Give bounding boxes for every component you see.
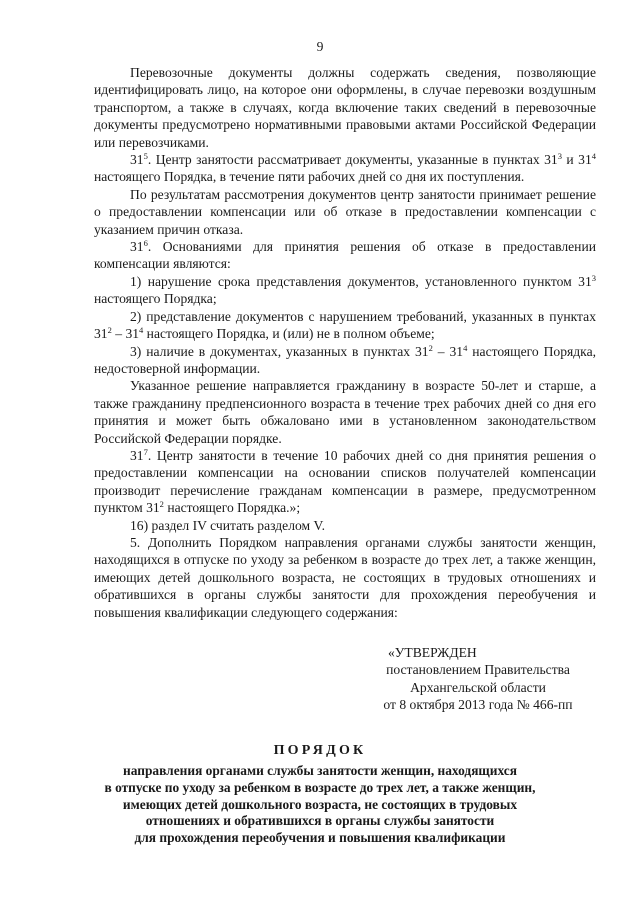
list-item-2: 2) представление документов с нарушением требований, указанных в пунктах $31^2 - 31^4$ настоящего Порядка, и (или) не в полном объеме; xyxy=(94,308,596,342)
approval-line: Архангельской области xyxy=(410,679,546,695)
paragraph-31-7: $31^7$. Центр занятости в течение 10 рабочих дней со дня принятия решения о предоставлении компенсации на основании списков получателей компенсации производит перечисление гражданам компенсации в размере, предусмотренном пунктом $31^2$ настоящего Порядка.»; xyxy=(94,446,596,516)
document-body xyxy=(94,64,596,621)
document-subtitle xyxy=(60,763,580,847)
list-item-3: 3) наличие в документах, указанных в пунктах $31^2 - 31^4$ настоящего Порядка, недостоверной информации. xyxy=(94,342,597,376)
subtitle-line: для прохождения переобучения и повышения квалификации xyxy=(134,830,506,846)
paragraph-16: 16) раздел IV считать разделом V. xyxy=(130,517,325,533)
approval-line: постановлением Правительства xyxy=(386,662,570,678)
subtitle-line: имеющих детей дошкольного возраста, не состоящих в трудовых xyxy=(122,796,518,812)
document-title: ПОРЯДОК xyxy=(273,743,367,758)
paragraph-31-5: $31^5$. Центр занятости рассматривает документы, указанные в пунктах $31^3$ и $31^4$ настоящего Порядка, в течение пяти рабочих дней со дня их поступления. xyxy=(94,151,596,185)
subtitle-line: отношениях и обратившихся в органы службы занятости xyxy=(145,813,495,829)
paragraph-decision-sent: Указанное решение направляется гражданину в возрасте 50-лет и старше, а также гражданину предпенсионного возраста в течение трех рабочих дней со дня его принятия и может быть обжаловано ими в установленном законодательством Российской Федерации порядке. xyxy=(94,378,596,446)
paragraph-decision: По результатам рассмотрения документов центр занятости принимает решение о предоставлении компенсации или об отказе в предоставлении компенсации с указанием причин отказа. xyxy=(94,186,596,237)
subtitle-line: в отпуске по уходу за ребенком в возрасте до трех лет, а также женщин, xyxy=(104,779,536,795)
subtitle-line: направления органами службы занятости женщин, находящихся xyxy=(123,763,517,778)
approval-date: от 8 октября 2013 года № 466-пп xyxy=(383,697,573,713)
paragraph-5: 5. Дополнить Порядком направления органами службы занятости женщин, находящихся в отпуске по уходу за ребенком в возрасте до трех лет, а также женщин, имеющих детей дошкольного возраста, не состоящих в трудовых отношениях и обратившихся в органы службы занятости для прохождения переобучения и повышения квалификации следующего содержания: xyxy=(94,534,596,620)
paragraph-31-6: $31^6$. Основаниями для принятия решения об отказе в предоставлении компенсации являются: xyxy=(94,238,596,272)
approval-block xyxy=(360,644,596,714)
page-number: 9 xyxy=(316,39,324,54)
approval-heading: «УТВЕРЖДЕН xyxy=(388,645,477,660)
list-item-1: 1) нарушение срока представления документов, установленного пунктом $31^3$ настоящего Порядка; xyxy=(94,272,596,307)
paragraph-transport-documents: Перевозочные документы должны содержать сведения, позволяющие идентифицировать лицо, на которое они оформлены, в случае перевозки воздушным транспортом, а также в случаях, когда включение таких сведений в перевозочные документы предусмотрено нормативными правовыми актами Российской Федерации или перевозчиками. xyxy=(94,65,596,150)
